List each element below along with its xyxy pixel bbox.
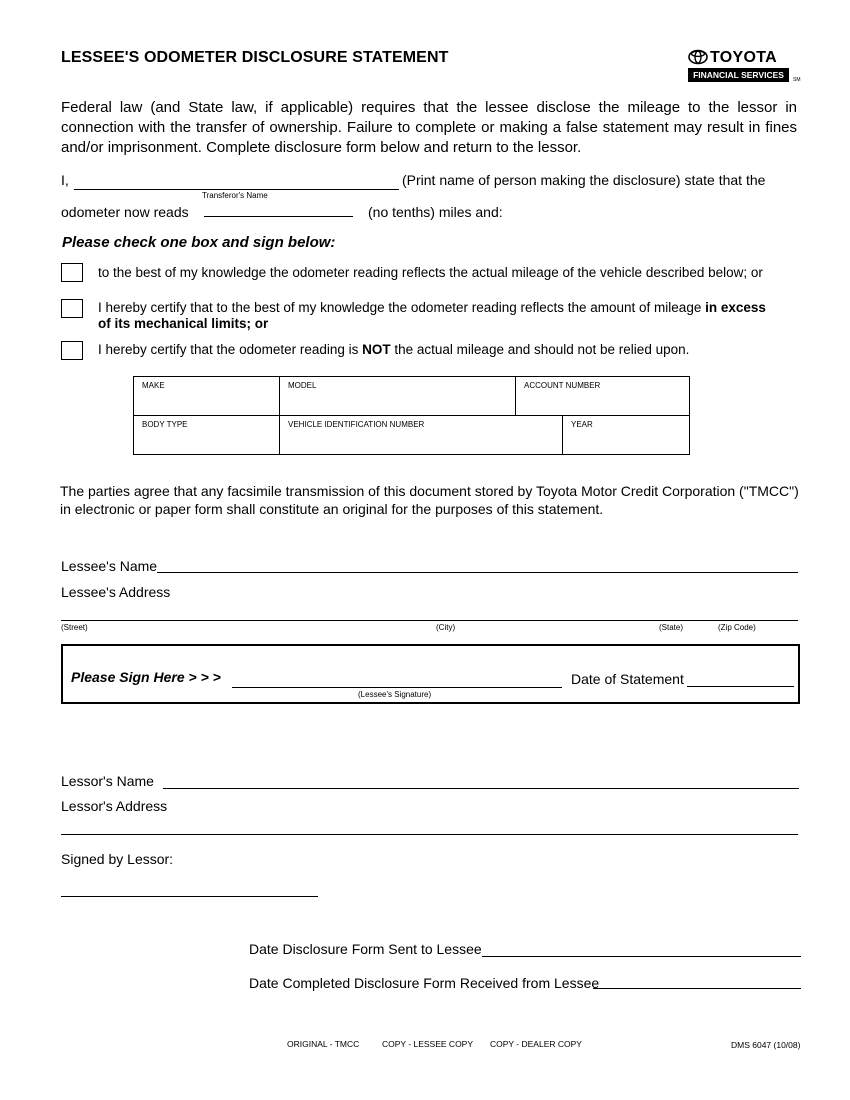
- form-title: LESSEE'S ODOMETER DISCLOSURE STATEMENT: [61, 49, 449, 66]
- footer-original: ORIGINAL - TMCC: [287, 1039, 360, 1049]
- lessee-name-field[interactable]: [157, 572, 798, 573]
- signed-by-lessor-label: Signed by Lessor:: [61, 851, 174, 867]
- option-excess-mileage-text: [98, 300, 798, 332]
- facsimile-paragraph: The parties agree that any facsimile transmission of this document stored by Toyota Motor Credit Corporation ("TMCC") in electronic or paper form shall constitute an original for the purposes of this statement.: [60, 483, 799, 517]
- vin-label: VEHICLE IDENTIFICATION NUMBER: [288, 420, 425, 429]
- transferor-caption: Transferor's Name: [202, 191, 268, 200]
- lessor-name-field[interactable]: [163, 788, 799, 789]
- account-number-label: ACCOUNT NUMBER: [524, 381, 601, 390]
- body-type-field[interactable]: [133, 415, 280, 455]
- vin-field[interactable]: [279, 415, 563, 455]
- year-label: YEAR: [571, 420, 593, 429]
- date-of-statement-field[interactable]: [687, 686, 794, 687]
- state-caption: (State): [659, 623, 684, 632]
- footer-copy-dealer: COPY - DEALER COPY: [490, 1039, 582, 1049]
- logo-brand: TOYOTA: [710, 49, 777, 66]
- zip-caption: (Zip Code): [718, 623, 756, 632]
- date-of-statement-label: Date of Statement: [571, 671, 684, 687]
- not-actual-mileage-checkbox[interactable]: [61, 341, 83, 360]
- lessee-name-label: Lessee's Name: [61, 558, 158, 574]
- logo-subtitle: FINANCIAL SERVICES: [688, 68, 789, 82]
- make-label: MAKE: [142, 381, 165, 390]
- street-caption: (Street): [61, 623, 88, 632]
- toyota-emblem-icon: [688, 49, 708, 65]
- option-not-bold: NOT: [362, 342, 391, 357]
- print-name-text: (Print name of person making the disclosure) state that the: [402, 172, 766, 188]
- date-received-field[interactable]: [593, 988, 801, 989]
- option-actual-mileage-text: to the best of my knowledge the odometer reading reflects the actual mileage of the vehicle described below; or: [98, 265, 763, 280]
- odometer-label: odometer now reads: [61, 204, 189, 220]
- option-not-pre: I hereby certify that the odometer reading is: [98, 342, 363, 357]
- account-number-field[interactable]: [515, 376, 690, 416]
- intro-paragraph: Federal law (and State law, if applicable) requires that the lessee disclose the mileage to the lessor in connection with the transfer of ownership. Failure to complete or making a false statement may result in fines and/or imprisonment. Complete disclosure form below and return to the lessor.: [61, 99, 797, 156]
- make-field[interactable]: [133, 376, 280, 416]
- odometer-reading-field[interactable]: [204, 216, 353, 217]
- option-excess-bold-2: of its mechanical limits; or: [98, 316, 269, 331]
- lessor-address-label: Lessor's Address: [61, 798, 168, 814]
- lessee-signature-field[interactable]: [232, 687, 562, 688]
- lessor-address-field[interactable]: [61, 834, 798, 835]
- model-field[interactable]: [279, 376, 516, 416]
- transferor-name-field[interactable]: [74, 189, 399, 190]
- miles-text: (no tenths) miles and:: [368, 204, 503, 220]
- form-number: DMS 6047 (10/08): [731, 1040, 801, 1050]
- check-heading: Please check one box and sign below:: [62, 234, 336, 251]
- year-field[interactable]: [562, 415, 690, 455]
- date-sent-label: Date Disclosure Form Sent to Lessee: [249, 941, 482, 957]
- option-excess-bold: in excess: [705, 300, 766, 315]
- toyota-logo: [688, 48, 801, 86]
- lessor-name-label: Lessor's Name: [61, 773, 154, 789]
- actual-mileage-checkbox[interactable]: [61, 263, 83, 282]
- option-not-actual-text: [98, 342, 689, 358]
- logo-service-mark: SM: [793, 77, 801, 83]
- date-received-label: Date Completed Disclosure Form Received from Lessee: [249, 975, 600, 991]
- lessee-address-field[interactable]: [61, 620, 798, 621]
- lessee-address-label: Lessee's Address: [61, 584, 171, 600]
- city-caption: (City): [436, 623, 456, 632]
- excess-mileage-checkbox[interactable]: [61, 299, 83, 318]
- date-sent-field[interactable]: [482, 956, 801, 957]
- option-not-post: the actual mileage and should not be relied upon.: [390, 342, 690, 357]
- model-label: MODEL: [288, 381, 317, 390]
- body-type-label: BODY TYPE: [142, 420, 188, 429]
- lessor-signature-field[interactable]: [61, 896, 318, 897]
- footer-copy-lessee: COPY - LESSEE COPY: [382, 1039, 474, 1049]
- i-label: I,: [61, 172, 69, 188]
- signature-caption: (Lessee's Signature): [358, 690, 432, 699]
- option-excess-text: I hereby certify that to the best of my knowledge the odometer reading reflects the amount of mileage: [98, 300, 706, 315]
- sign-here-label: Please Sign Here > > >: [71, 669, 221, 685]
